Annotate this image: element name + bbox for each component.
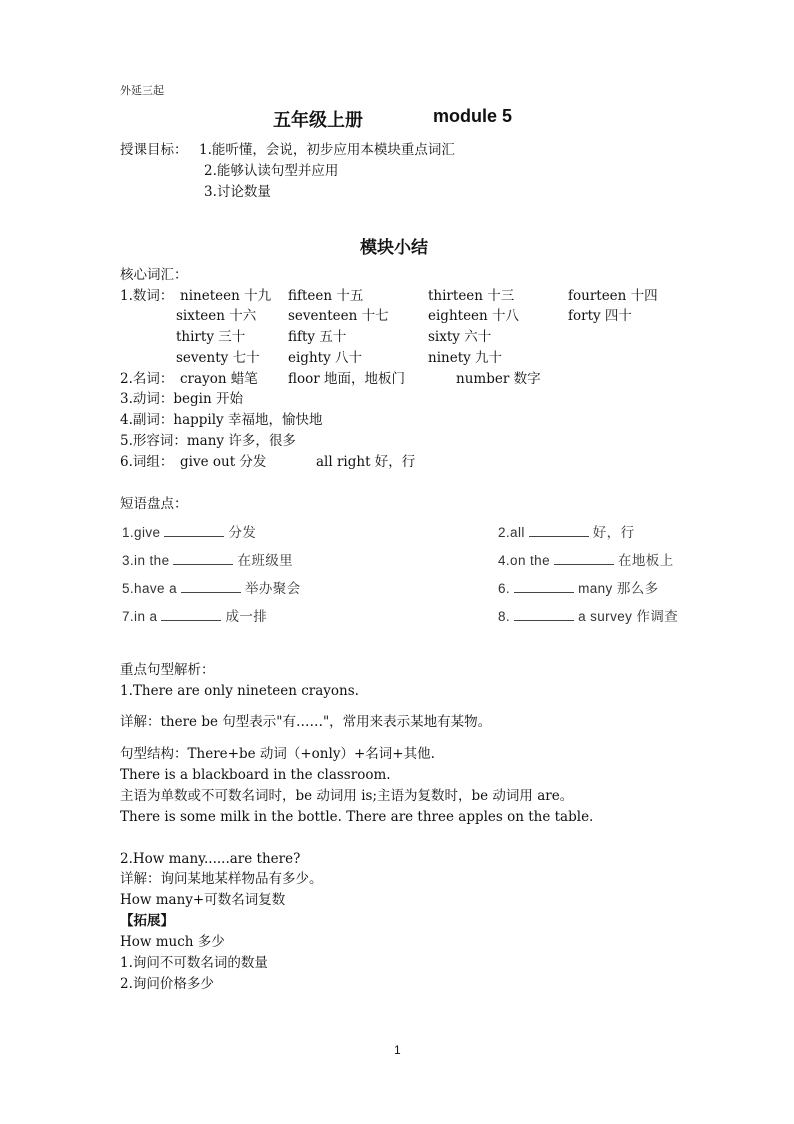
vocab-word: number 数字 <box>456 371 541 387</box>
vocab-word: fifteen 十五 <box>288 288 364 304</box>
answer-blank <box>161 608 221 621</box>
phrase-item: 1.give 分发 <box>122 525 257 540</box>
key-sentences-label: 重点句型解析： <box>120 662 215 678</box>
grammar-rule: 主语为单数或不可数名词时，be 动词用 is;主语为复数时，be 动词用 are。 <box>120 788 574 804</box>
objective-item: 3.讨论数量 <box>204 184 271 200</box>
vocab-word: all right 好，行 <box>316 454 416 470</box>
objectives-label: 授课目标： <box>120 142 188 158</box>
adverbs-line: 4.副词：happily 幸福地，愉快地 <box>120 412 323 428</box>
sentence-structure: How many+可数名词复数 <box>120 892 286 908</box>
sentence-explain: 详解：there be 句型表示"有……"，常用来表示某地有某物。 <box>120 714 492 730</box>
phrase-review-label: 短语盘点： <box>120 496 188 512</box>
phrase-item: 2.all 好，行 <box>498 525 635 540</box>
usage-item: 1.询问不可数名词的数量 <box>120 955 268 971</box>
objective-item: 2.能够认读句型并应用 <box>204 163 339 179</box>
objective-item: 1.能听懂，会说，初步应用本模块重点词汇 <box>199 142 455 158</box>
phrase-item: 3.in the 在班级里 <box>122 553 294 568</box>
example-sentence: There is a blackboard in the classroom. <box>120 767 391 783</box>
vocab-word: crayon 蜡笔 <box>180 371 258 387</box>
vocab-word: nineteen 十九 <box>180 288 272 304</box>
vocab-word: eighty 八十 <box>288 350 362 366</box>
vocab-word: forty 四十 <box>568 308 632 324</box>
sentence-title: 2.How many......are there? <box>120 851 301 867</box>
series-label: 外延三起 <box>120 84 164 97</box>
title-grade: 五年级上册 <box>273 110 363 131</box>
adjectives-line: 5.形容词：many 许多，很多 <box>120 433 296 449</box>
nouns-label: 2.名词： <box>120 371 174 387</box>
phrase-item: 7.in a 成一排 <box>122 609 268 624</box>
answer-blank <box>554 552 614 565</box>
numerals-label: 1.数词： <box>120 288 174 304</box>
how-much-line: How much 多少 <box>120 934 225 950</box>
vocab-word: thirteen 十三 <box>428 288 515 304</box>
sentence-structure: 句型结构：There+be 动词（+only）+名词+其他. <box>120 746 435 762</box>
vocab-word: eighteen 十八 <box>428 308 520 324</box>
vocab-word: give out 分发 <box>180 454 267 470</box>
vocab-word: seventeen 十七 <box>288 308 389 324</box>
sentence-explain: 详解：询问某地某样物品有多少。 <box>120 871 323 887</box>
title-module: module 5 <box>433 106 513 126</box>
extend-label: 【拓展】 <box>120 913 174 929</box>
sentence-title: 1.There are only nineteen crayons. <box>120 683 359 699</box>
phrase-item: 4.on the 在地板上 <box>498 553 674 568</box>
example-sentence: There is some milk in the bottle. There are three apples on the table. <box>120 809 594 825</box>
answer-blank <box>514 608 574 621</box>
answer-blank <box>514 580 574 593</box>
core-vocab-label: 核心词汇： <box>120 267 188 283</box>
page-number: 1 <box>394 1043 401 1057</box>
phrase-item: 5.have a 举办聚会 <box>122 581 301 596</box>
answer-blank <box>529 524 589 537</box>
phrases-label: 6.词组： <box>120 454 174 470</box>
vocab-word: sixteen 十六 <box>176 308 257 324</box>
vocab-word: floor 地面，地板门 <box>288 371 406 387</box>
answer-blank <box>181 580 241 593</box>
answer-blank <box>173 552 233 565</box>
vocab-word: sixty 六十 <box>428 329 492 345</box>
answer-blank <box>164 524 224 537</box>
verbs-line: 3.动词：begin 开始 <box>120 391 243 407</box>
usage-item: 2.询问价格多少 <box>120 976 214 992</box>
phrase-item: 8. a survey 作调查 <box>498 609 679 624</box>
vocab-word: seventy 七十 <box>176 350 260 366</box>
vocab-word: fifty 五十 <box>288 329 347 345</box>
vocab-word: ninety 九十 <box>428 350 503 366</box>
vocab-word: fourteen 十四 <box>568 288 658 304</box>
summary-title: 模块小结 <box>360 238 428 258</box>
phrase-item: 6. many 那么多 <box>498 581 659 596</box>
vocab-word: thirty 三十 <box>176 329 246 345</box>
